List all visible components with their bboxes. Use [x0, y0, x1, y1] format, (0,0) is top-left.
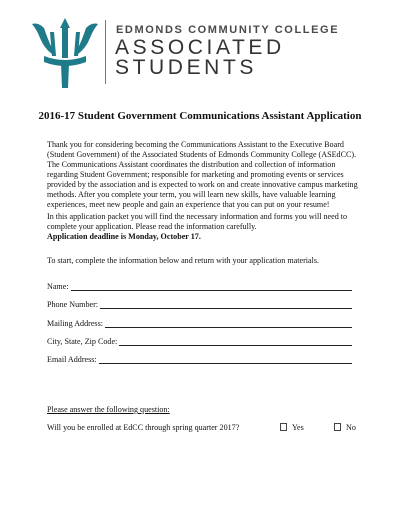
- name-field[interactable]: [47, 282, 352, 291]
- document-title: 2016-17 Student Government Communications Assistant Application: [38, 110, 362, 122]
- packet-paragraph: [47, 212, 367, 242]
- city-line[interactable]: [119, 337, 352, 346]
- associated-wordmark: ASSOCIATED: [115, 36, 285, 59]
- name-line[interactable]: [71, 282, 352, 291]
- instruction-text: To start, complete the information below and return with your application materials.: [47, 256, 320, 265]
- no-label: No: [346, 423, 356, 432]
- yes-option[interactable]: [280, 423, 304, 432]
- yes-label: Yes: [292, 423, 304, 432]
- header: [0, 0, 400, 95]
- question-heading: Please answer the following question:: [47, 405, 170, 414]
- email-label: Email Address:: [47, 355, 97, 364]
- enrollment-question: Will you be enrolled at EdCC through spring quarter 2017?: [47, 423, 240, 432]
- mailing-label: Mailing Address:: [47, 319, 103, 328]
- intro-paragraph: Thank you for considering becoming the Communications Assistant to the Executive Board (Student Government) of the Associated Students of Edmonds Community College (ASEdCC). The Communications Assistant coordinates the distribution and collection of information regarding Student Government; responsible for marketing and promoting events or services provided by the association and is expected to work on and create innovative campus marketing methods. After you complete your term, you will learn new skills, have valuable learning experiences, meet new people and gain an experience that you can put on your resume!: [47, 140, 358, 209]
- email-line[interactable]: [99, 355, 352, 364]
- header-divider: [105, 20, 106, 84]
- mailing-address-field[interactable]: [47, 319, 352, 328]
- name-label: Name:: [47, 282, 69, 291]
- students-wordmark: STUDENTS: [115, 56, 257, 79]
- no-option[interactable]: [334, 423, 356, 432]
- college-name: EDMONDS COMMUNITY COLLEGE: [116, 24, 340, 36]
- phone-label: Phone Number:: [47, 300, 99, 309]
- deadline-text: Application deadline is Monday, October 17.: [47, 232, 201, 241]
- city-label: City, State, Zip Code:: [47, 337, 118, 346]
- mailing-line[interactable]: [105, 319, 352, 328]
- email-field[interactable]: [47, 355, 352, 364]
- city-state-zip-field[interactable]: [47, 337, 352, 346]
- trident-logo-icon: [30, 18, 100, 90]
- packet-text: In this application packet you will find the necessary information and forms you will need to complete your application. Please read the information carefully.: [47, 212, 348, 231]
- phone-line[interactable]: [100, 300, 352, 309]
- yes-checkbox[interactable]: [280, 423, 287, 431]
- phone-field[interactable]: [47, 300, 352, 309]
- no-checkbox[interactable]: [334, 423, 341, 431]
